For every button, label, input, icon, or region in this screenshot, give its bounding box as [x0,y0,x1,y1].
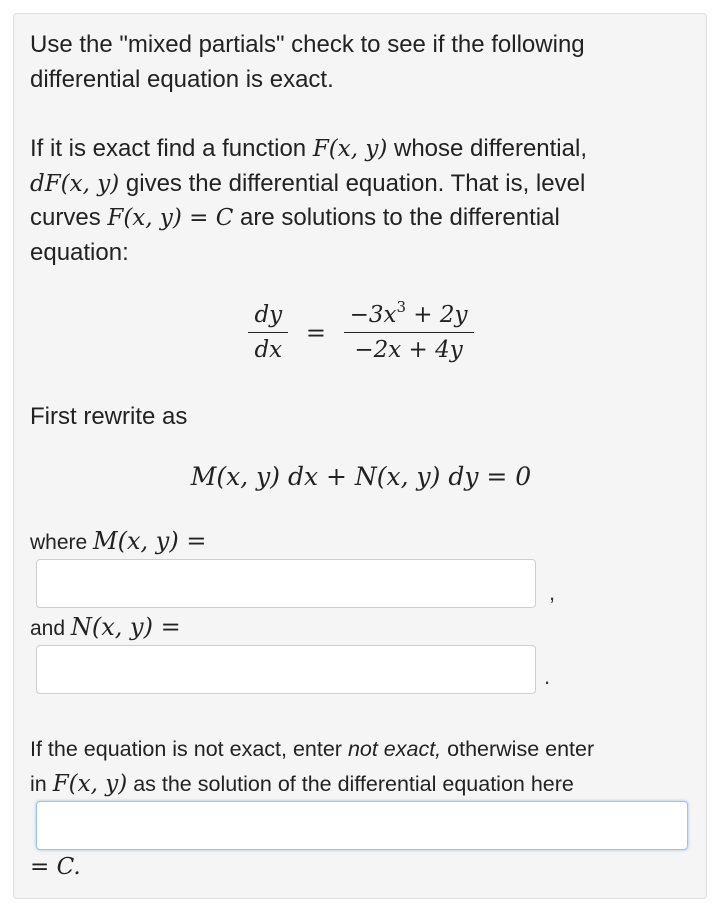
intro-line-2: differential equation is exact. [30,65,334,93]
ode-equals: = [305,318,326,347]
exact-prompt [30,132,690,270]
solution-line-1: If the equation is not exact, enter not exact, otherwise enter [30,737,595,761]
n-input[interactable] [36,645,536,694]
m-input[interactable] [36,559,536,608]
question-card [13,13,707,899]
intro-text [30,28,690,97]
solution-input[interactable] [36,801,688,850]
prompt-line-1: If it is exact find a function F(x, y) whose differential, [30,135,587,162]
equals-C: = C. [30,854,81,880]
m-trailing-comma: , [549,580,556,605]
prompt-line-2: dF(x, y) gives the differential equation. That is, level [30,169,586,197]
F-xy-math: F(x, y) [312,136,388,162]
m-label: where M(x, y) = [30,527,207,555]
ode-display [14,298,708,363]
level-curve-math: F(x, y) = C [107,205,234,231]
rewrite-form: M(x, y) dx + N(x, y) dy = 0 [190,462,532,491]
rhs-fraction: $\frac{-3x^3 + 2y}{-2x + 4y}$ [344,302,474,363]
solution-text [30,732,690,802]
n-label: and N(x, y) = [30,613,181,641]
rewrite-label: First rewrite as [30,403,188,430]
solution-line-2: in F(x, y) as the solution of the differential equation here [30,771,574,797]
dF-xy-math: dF(x, y) [30,170,120,197]
prompt-line-3: curves F(x, y) = C are solutions to the differential [30,204,560,231]
lhs-fraction: $\frac{dy}{dx}$ [248,302,288,363]
n-trailing-period: . [544,664,551,689]
intro-line-1: Use the "mixed partials" check to see if the following [30,31,585,58]
prompt-line-4: equation: [30,238,129,266]
